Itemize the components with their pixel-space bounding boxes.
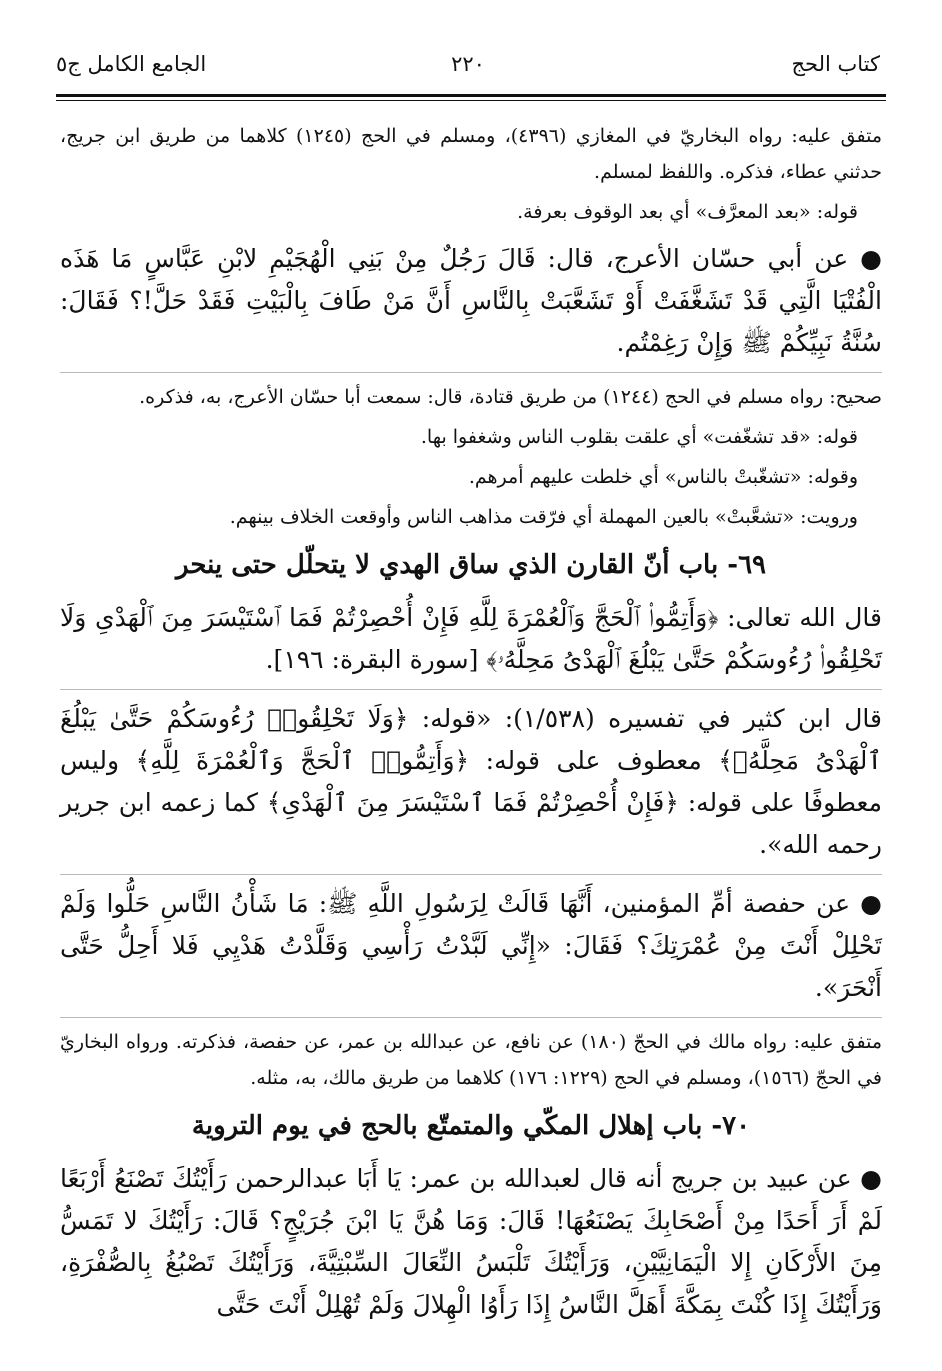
gloss-note: ورويت: «تشعَّبتْ» بالعين المهملة أي فرّقت مذاهب الناس وأوقعت الخلاف بينهم. [229,506,858,528]
takhrij-note: صحيح: رواه مسلم في الحج (١٢٤٤) من طريق قتادة، قال: سمعت أبا حسّان الأعرج، به، فذكره. [139,386,882,408]
gloss-note: قوله: «قد تشغّفت» أي علقت بقلوب الناس وشغفوا بها. [420,426,858,448]
book-title: الجامع الكامل ج٥ [56,52,207,76]
hadith-text: ● عن أبي حسّان الأعرج، قال: قَالَ رَجُلٌ مِنْ بَنِي الْهُجَيْمِ لابْنِ عَبَّاسٍ مَا هَذَه الْفُتْيَا الَّتِي قَدْ تَشَغَّفَتْ أَوْ تَشَعَّبَتْ بِالنَّاسِ أَنَّ مَنْ طَافَ بِالْبَيْتِ فَقَدْ حَلَّ!؟ فَقَالَ: سُنَّةُ نَبِيِّكُمْ ﷺ وَإِنْ رَغِمْتُم. [60,244,882,357]
chapter-title: كتاب الحج [791,52,880,76]
header-rule-thick [56,94,886,97]
page-content [60,118,882,1334]
divider [60,1017,882,1018]
quran-verse: قال الله تعالى: ﴿وَأَتِمُّوا۟ ٱلْحَجَّ وَٱلْعُمْرَةَ لِلَّهِ فَإِنْ أُحْصِرْتُمْ فَمَا ٱسْتَيْسَرَ مِنَ ٱلْهَدْىِ وَلَا تَحْلِقُوا۟ رُءُوسَكُمْ حَتَّىٰ يَبْلُغَ ٱلْهَدْىُ مَحِلَّهُۥ﴾ [سورة البقرة: ١٩٦]. [60,603,882,674]
divider [60,874,882,875]
divider [60,689,882,690]
hadith-text: ● عن عبيد بن جريج أنه قال لعبدالله بن عمر: يَا أَبَا عبدالرحمن رَأَيْتُكَ تَصْنَعُ أَرْبَعًا لَمْ أَرَ أَحَدًا مِنْ أَصْحَابِكَ يَصْنَعُهَا! قَالَ: وَمَا هُنَّ يَا ابْنَ جُرَيْجٍ؟ قَالَ: رَأَيْتُكَ لا تَمَسُّ مِنَ الأَرْكَانِ إِلا الْيَمَانِيَّيْنِ، وَرَأَيْتُكَ تَلْبَسُ النِّعَالَ السِّبْتِيَّةَ، وَرَأَيْتُكَ تَصْبُغُ بِالصُّفْرَةِ، وَرَأَيْتُكَ إِذَا كُنْتَ بِمَكَّةَ أَهَلَّ النَّاسُ إِذَا رَأَوُا الْهِلالَ وَلَمْ تُهْلِلْ أَنْتَ حَتَّى [60,1164,882,1319]
page-number: ٢٢٠ [451,52,485,76]
section-heading: ٦٩- باب أنّ القارن الذي ساق الهدي لا يتحلّل حتى ينحر [175,550,766,580]
gloss-note: وقوله: «تشغّبتْ بالناس» أي خلطت عليهم أمرهم. [468,466,858,488]
takhrij-note: متفق عليه: رواه مالك في الحجّ (١٨٠) عن نافع، عن عبدالله بن عمر، عن حفصة، فذكرته. ورواه البخاريّ في الحجّ (١٥٦٦)، ومسلم في الحج (١٢٢٩: ١٧٦) كلاهما من طريق مالك، به، مثله. [60,1031,882,1089]
hadith-text: ● عن حفصة أمِّ المؤمنين، أَنَّهَا قَالَتْ لِرَسُولِ اللَّهِ ﷺ: مَا شَأْنُ النَّاسِ حَلُّوا وَلَمْ تَحْلِلْ أَنْتَ مِنْ عُمْرَتِكَ؟ فَقَالَ: «إِنِّي لَبَّدْتُ رَأْسِي وَقَلَّدْتُ هَدْيِي فَلا أَحِلُّ حَتَّى أَنْحَرَ». [60,889,882,1002]
header-rule-thin [56,100,886,101]
tafsir-quote: قال ابن كثير في تفسيره (١/٥٣٨): «قوله: ﴿وَلَا تَحْلِقُوا۟ رُءُوسَكُمْ حَتَّىٰ يَبْلُغَ ٱلْهَدْىُ مَحِلَّهُۥ﴾ معطوف على قوله: ﴿وَأَتِمُّوا۟ ٱلْحَجَّ وَٱلْعُمْرَةَ لِلَّهِ﴾ وليس معطوفًا على قوله: ﴿فَإِنْ أُحْصِرْتُمْ فَمَا ٱسْتَيْسَرَ مِنَ ٱلْهَدْىِ﴾ كما زعمه ابن جرير رحمه الله». [60,704,882,859]
page-header [56,52,880,92]
takhrij-note: متفق عليه: رواه البخاريّ في المغازي (٤٣٩٦)، ومسلم في الحج (١٢٤٥) كلاهما من طريق ابن جريج، حدثني عطاء، فذكره. واللفظ لمسلم. [60,125,882,183]
section-heading: ٧٠- باب إهلال المكّي والمتمتّع بالحج في يوم التروية [191,1111,751,1141]
divider [60,372,882,373]
gloss-note: قوله: «بعد المعرَّف» أي بعد الوقوف بعرفة. [517,201,858,223]
